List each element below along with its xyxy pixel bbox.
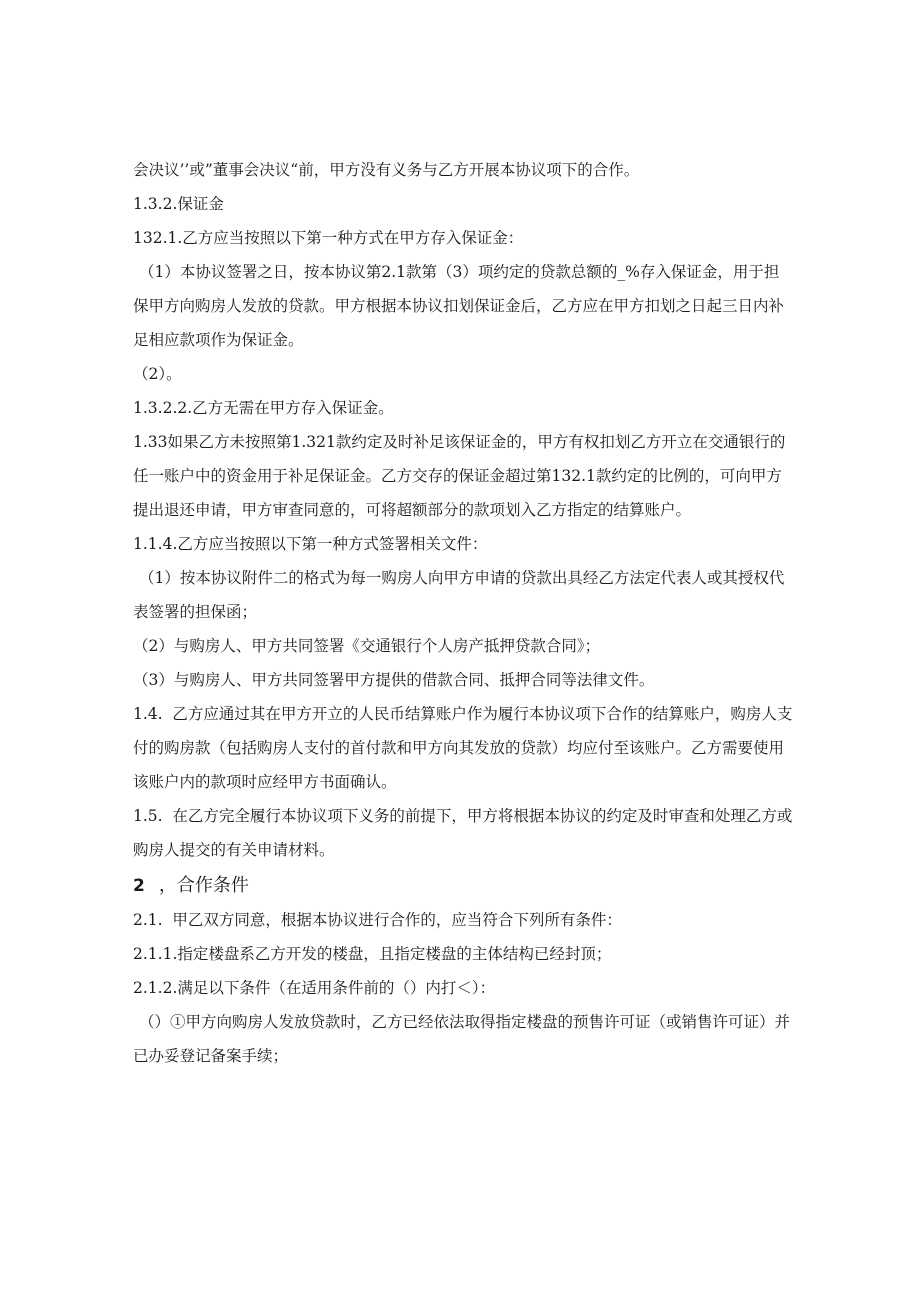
paragraph: 1.33如果乙方未按照第1.321款约定及时补足该保证金的，甲方有权扣划乙方开立在交通银行的任一账户中的资金用于补足保证金。乙方交存的保证金超过第132.1款约定的比例的，可向甲方提出退还申请，甲方审查同意的，可将超额部分的款项划入乙方指定的结算账户。 bbox=[133, 433, 786, 519]
paragraph: （）①甲方向购房人发放贷款时，乙方已经依法取得指定楼盘的预售许可证（或销售许可证）并已办妥登记备案手续； bbox=[133, 1013, 791, 1065]
paragraph: 会决议’’或”董事会决议“前，甲方没有义务与乙方开展本协议项下的合作。 bbox=[133, 161, 640, 179]
paragraph: 2.1.1.指定楼盘系乙方开发的楼盘，且指定楼盘的主体结构已经封顶； bbox=[133, 945, 612, 963]
section-number: 2 bbox=[133, 876, 145, 896]
paragraph: （2）。 bbox=[133, 365, 182, 383]
paragraph: 2.1.2.满足以下条件（在适用条件前的（）内打＜）： bbox=[133, 979, 496, 997]
paragraph: 1.1.4.乙方应当按照以下第一种方式签署相关文件： bbox=[133, 535, 488, 553]
paragraph: 1.3.2.2.乙方无需在甲方存入保证金。 bbox=[133, 399, 394, 417]
paragraph: 2.1. 甲乙双方同意，根据本协议进行合作的，应当符合下列所有条件： bbox=[133, 911, 622, 929]
paragraph: 1.5. 在乙方完全履行本协议项下义务的前提下，甲方将根据本协议的约定及时审查和处理乙方或购房人提交的有关申请材料。 bbox=[133, 807, 793, 859]
paragraph: （3）与购房人、甲方共同签署甲方提供的借款合同、抵押合同等法律文件。 bbox=[133, 671, 655, 689]
document-body bbox=[133, 153, 793, 1073]
paragraph: （1）本协议签署之日，按本协议第2.1款第（3）项约定的贷款总额的_%存入保证金，用于担保甲方向购房人发放的贷款。甲方根据本协议扣划保证金后，乙方应在甲方扣划之日起三日内补足相应款项作为保证金。 bbox=[133, 263, 785, 349]
paragraph: （2）与购房人、甲方共同签署《交通银行个人房产抵押贷款合同》； bbox=[133, 637, 601, 655]
section-title: ，合作条件 bbox=[158, 875, 249, 896]
paragraph-group-after bbox=[133, 903, 793, 1073]
paragraph-group-before bbox=[133, 153, 793, 867]
section-heading bbox=[133, 869, 793, 903]
paragraph: 132.1.乙方应当按照以下第一种方式在甲方存入保证金： bbox=[133, 229, 524, 247]
paragraph: （1）按本协议附件二的格式为每一购房人向甲方申请的贷款出具经乙方法定代表人或其授权代表签署的担保函； bbox=[133, 569, 785, 621]
paragraph: 1.3.2.保证金 bbox=[133, 195, 224, 213]
paragraph: 1.4. 乙方应通过其在甲方开立的人民币结算账户作为履行本协议项下合作的结算账户，购房人支付的购房款（包括购房人支付的首付款和甲方向其发放的贷款）均应付至该账户。乙方需要使用该账户内的款项时应经甲方书面确认。 bbox=[133, 705, 793, 791]
